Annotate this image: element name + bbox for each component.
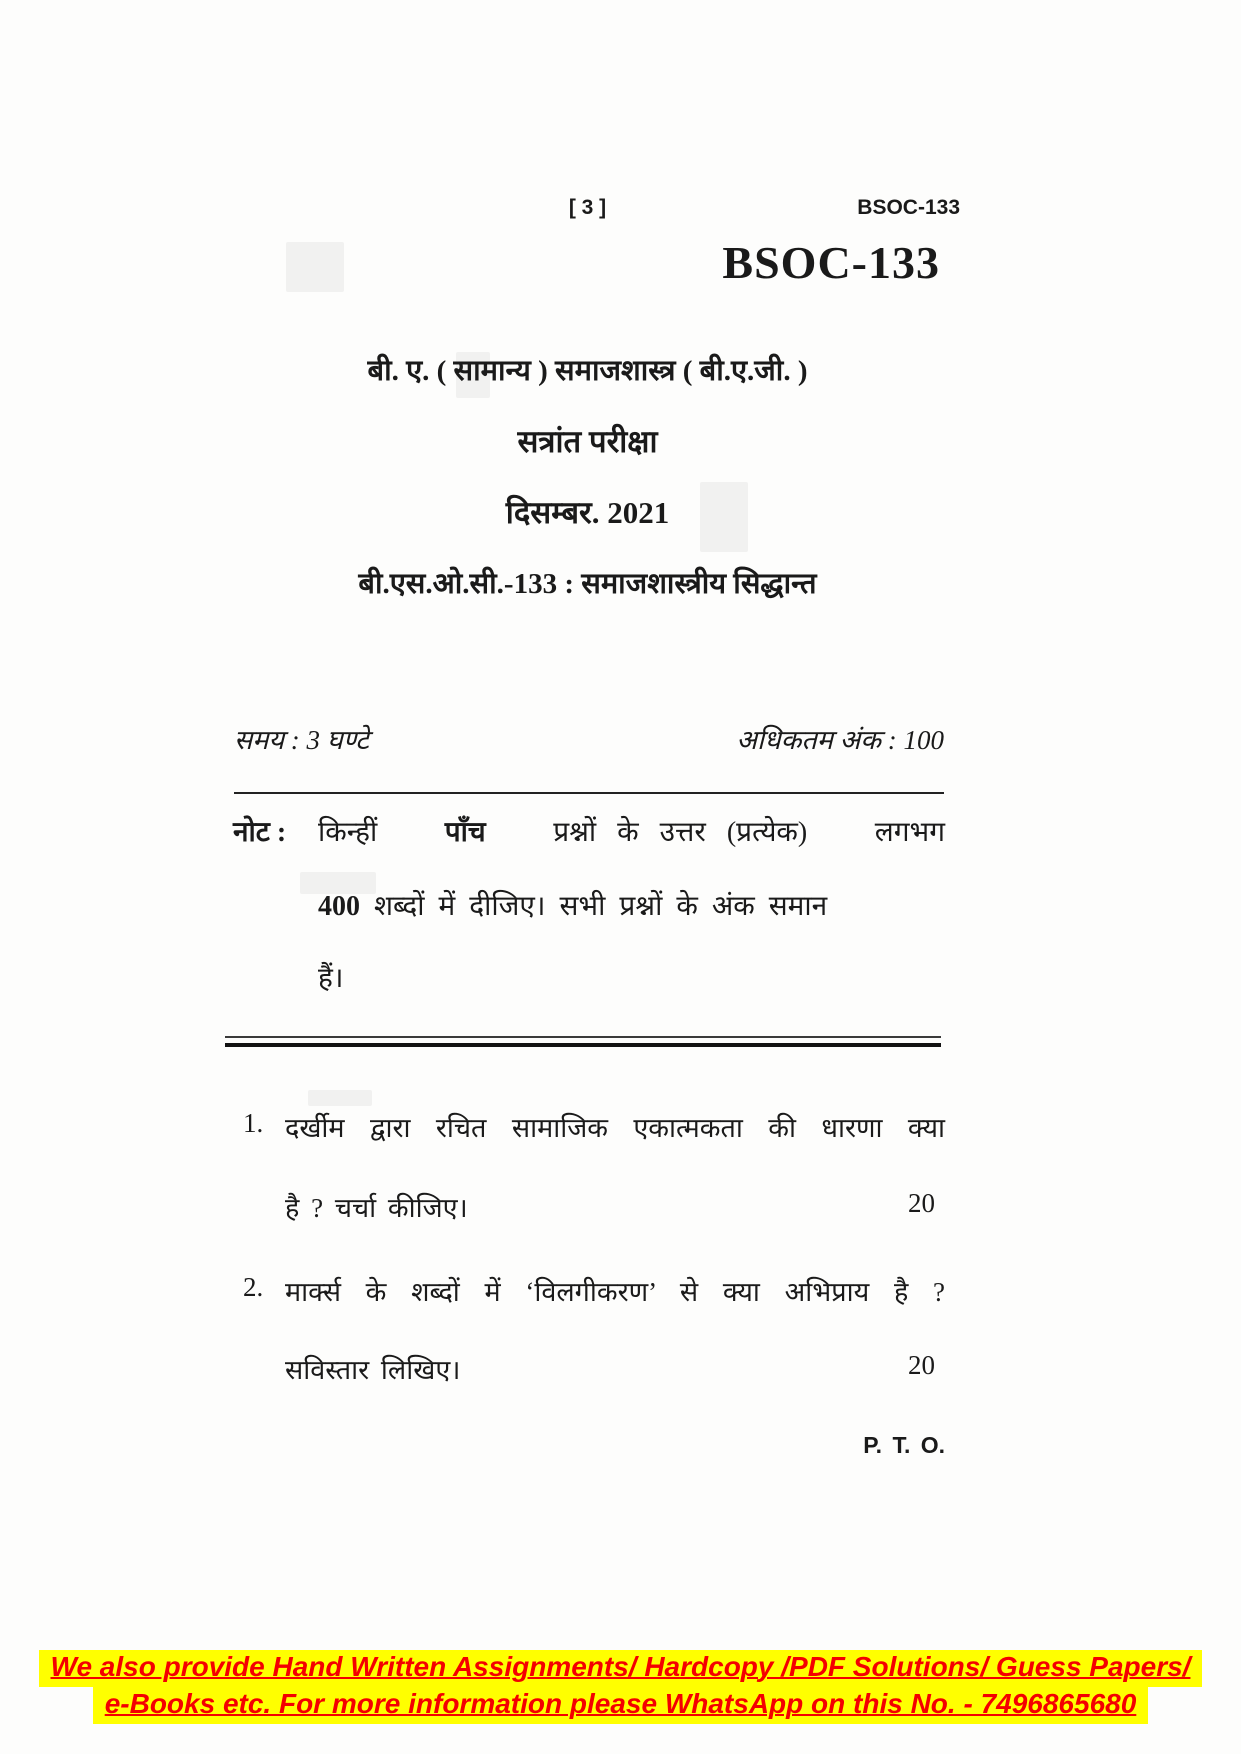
paper-title: BSOC-133 [722, 237, 940, 288]
running-head [230, 196, 960, 228]
time-allowed: समय : 3 घण्टे [234, 725, 369, 755]
note-line-1 [318, 812, 945, 850]
meta-row [234, 720, 944, 757]
course-heading: बी.एस.ओ.सी.-133 : समाजशास्त्रीय सिद्धान्त [358, 568, 817, 600]
question-2-text-continued: सविस्तार लिखिए। [285, 1355, 461, 1385]
note-line-2 [318, 886, 945, 924]
header-course-code: BSOC-133 [857, 196, 960, 219]
note-line-3: हैं। [318, 963, 344, 994]
note-text: लगभग [874, 817, 945, 848]
pto-label: P. T. O. [863, 1432, 945, 1458]
horizontal-rule [234, 792, 944, 794]
double-rule [225, 1036, 941, 1047]
note-text: प्रश्नों के उत्तर (प्रत्येक) [553, 817, 808, 848]
program-heading: बी. ए. ( सामान्य ) समाजशास्त्र ( बी.ए.जी. ) [367, 355, 808, 387]
note-word-count: 400 [318, 891, 360, 922]
note-text: शब्दों में दीजिए। सभी प्रश्नों के अंक समान [374, 891, 828, 922]
note-text: किन्हीं [318, 817, 378, 848]
footer-ad-line-2: e-Books etc. For more information please WhatsApp on this No. - 7496865680 [93, 1687, 1149, 1724]
footer-ad-line-1: We also provide Hand Written Assignments/ Hardcopy /PDF Solutions/ Guess Papers/ [39, 1650, 1203, 1687]
question-2-number: 2. [243, 1272, 264, 1302]
question-2-marks: 20 [908, 1350, 935, 1380]
question-1-marks: 20 [908, 1188, 935, 1218]
scan-artifact [308, 1090, 372, 1106]
maximum-marks: अधिकतम अंक : 100 [736, 725, 944, 755]
note-emphasis: पाँच [444, 817, 486, 848]
question-1-text: दर्खीम द्वारा रचित सामाजिक एकात्मकता की धारणा क्या [285, 1113, 945, 1143]
question-1-number: 1. [243, 1108, 264, 1138]
note-label: नोट : [233, 817, 287, 848]
question-2-text: मार्क्स के शब्दों में ‘विलगीकरण’ से क्या अभिप्राय है ? [285, 1277, 945, 1307]
exam-heading: सत्रांत परीक्षा [517, 424, 658, 459]
footer-ad-banner [0, 1650, 1241, 1724]
page-number: [ 3 ] [568, 196, 607, 219]
question-1-text-continued: है ? चर्चा कीजिए। [285, 1193, 468, 1223]
session-heading: दिसम्बर. 2021 [505, 495, 670, 530]
